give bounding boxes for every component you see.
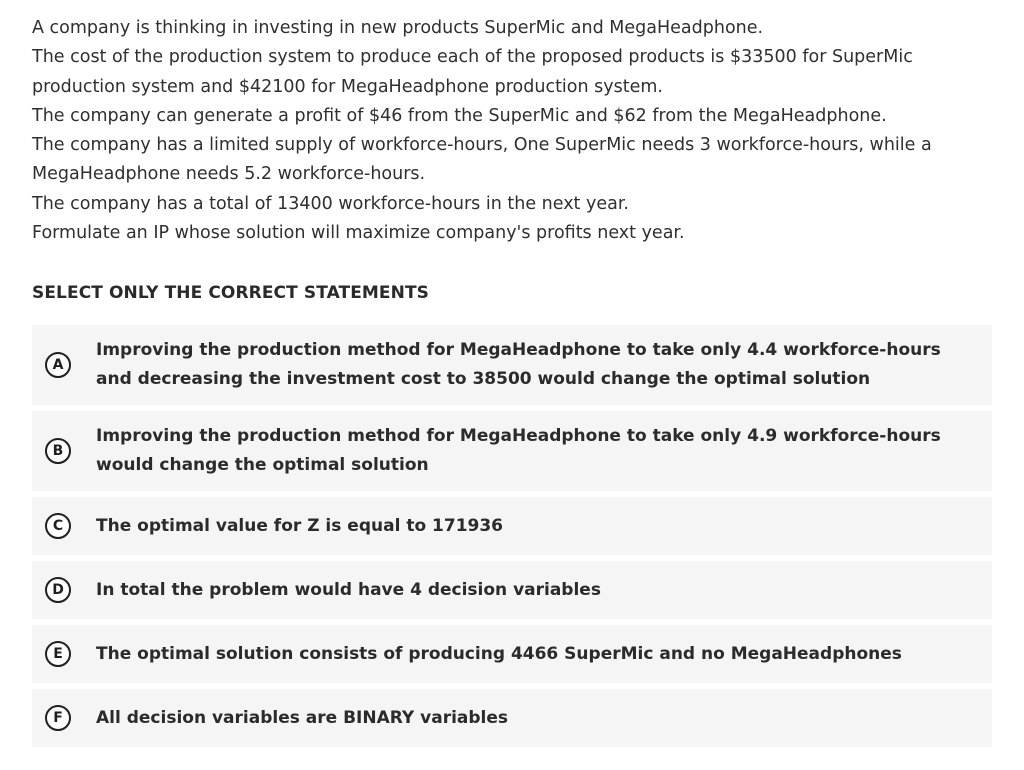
option-e[interactable]: [32, 625, 992, 683]
option-letter-badge: C: [45, 513, 71, 539]
option-a[interactable]: [32, 325, 992, 405]
option-f[interactable]: [32, 689, 992, 747]
option-text: The optimal solution consists of producing 4466 SuperMic and no MegaHeadphones: [96, 643, 902, 664]
option-letter-badge: A: [45, 352, 71, 378]
problem-statement: [32, 14, 992, 248]
option-text: All decision variables are BINARY variables: [96, 707, 509, 728]
problem-line: The company has a limited supply of workforce-hours, One SuperMic needs 3 workforce-hours, while a MegaHeadphone needs 5.2 workforce-hours.: [32, 135, 932, 185]
option-text: Improving the production method for MegaHeadphone to take only 4.9 workforce-hours would change the optimal solution: [96, 426, 941, 476]
problem-line: The company has a total of 13400 workforce-hours in the next year.: [32, 193, 629, 214]
option-letter-badge: E: [45, 641, 71, 667]
option-text: The optimal value for Z is equal to 171936: [96, 515, 504, 536]
option-letter-badge: B: [45, 438, 71, 464]
problem-line: The cost of the production system to produce each of the proposed products is $33500 for SuperMic production system and $42100 for MegaHeadphone production system.: [32, 47, 913, 97]
option-d[interactable]: [32, 561, 992, 619]
option-text: In total the problem would have 4 decision variables: [96, 579, 601, 600]
option-b[interactable]: [32, 411, 992, 491]
option-letter-badge: F: [45, 705, 71, 731]
problem-line: Formulate an IP whose solution will maximize company's profits next year.: [32, 223, 685, 244]
option-text: Improving the production method for MegaHeadphone to take only 4.4 workforce-hours and decreasing the investment cost to 38500 would change the optimal solution: [96, 340, 941, 390]
option-letter-badge: D: [45, 577, 71, 603]
instruction-heading: SELECT ONLY THE CORRECT STATEMENTS: [32, 283, 430, 304]
option-c[interactable]: [32, 497, 992, 555]
problem-line: A company is thinking in investing in new products SuperMic and MegaHeadphone.: [32, 18, 764, 38]
answer-options: [32, 325, 992, 747]
problem-line: The company can generate a profit of $46 from the SuperMic and $62 from the MegaHeadphone.: [32, 105, 887, 126]
